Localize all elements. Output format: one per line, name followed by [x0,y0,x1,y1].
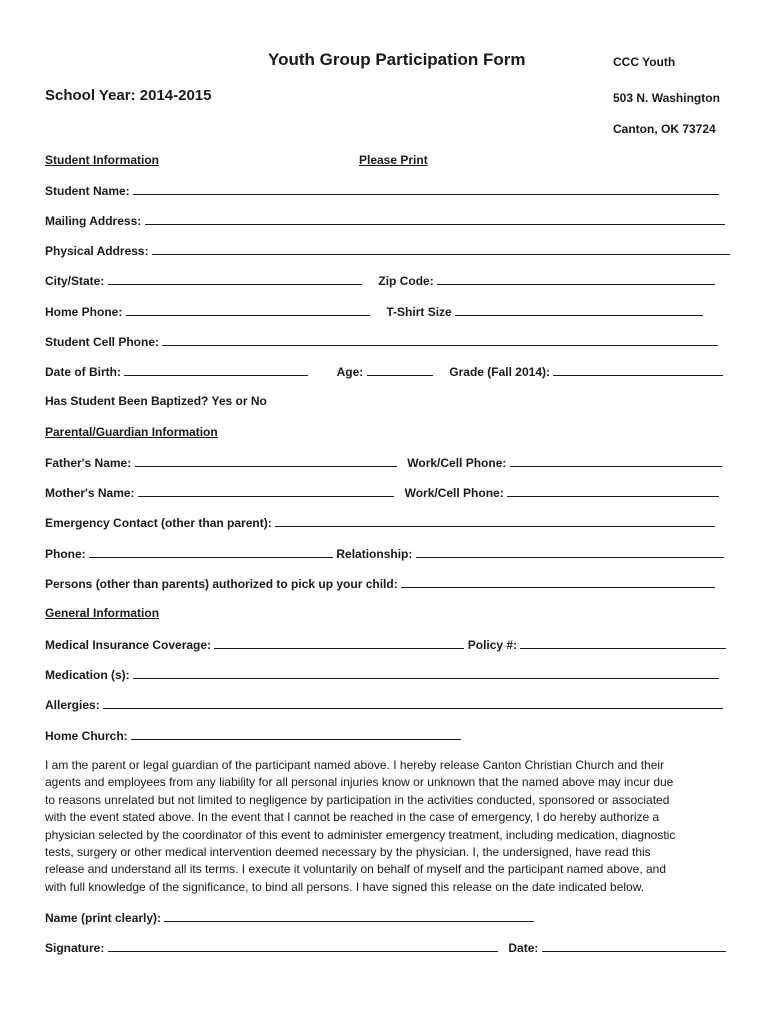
release-line: with the event stated above. In the event that I cannot be reached in the case of emergency, I do hereby authorize a [45,810,660,825]
zip-code-field[interactable] [437,273,715,285]
release-line: with full knowledge of the significance, to bind all persons. I have signed this release on the date indicated below. [45,879,645,894]
age-label: Age: [336,365,364,379]
medication-field[interactable] [133,667,719,679]
signature-row [45,940,726,955]
mother-name-field[interactable] [138,485,394,497]
phone-field[interactable] [89,546,333,558]
mother-phone-label: Work/Cell Phone: [404,486,504,500]
org-street: 503 N. Washington [613,91,720,105]
signature-field[interactable] [108,940,498,952]
allergies-field[interactable] [103,697,723,709]
phone-relationship-row [45,546,724,561]
mailing-address-field[interactable] [145,213,725,225]
city-state-field[interactable] [108,273,362,285]
release-line: release and understand all its terms. I execute it voluntarily on behalf of myself and the participant named above, and [45,862,667,877]
mother-phone-field[interactable] [507,485,719,497]
student-name-row [45,183,719,198]
city-state-label: City/State: [45,274,105,288]
pickup-field[interactable] [401,576,715,588]
father-name-label: Father's Name: [45,456,132,470]
home-phone-label: Home Phone: [45,305,123,319]
allergies-row [45,697,723,712]
physical-address-field[interactable] [152,243,730,255]
date-label: Date: [508,941,539,955]
medication-label: Medication (s): [45,668,130,682]
insurance-field[interactable] [214,637,464,649]
org-city: Canton, OK 73724 [613,122,716,136]
release-line: to reasons unrelated but not limited to negligence by participation in the activities conducted, sponsored or associated [45,792,670,807]
pickup-label: Persons (other than parents) authorized to pick up your child: [45,577,398,591]
cell-phone-row [45,334,718,349]
home-church-field[interactable] [131,728,461,740]
phone-label: Phone: [45,547,86,561]
dob-row [45,364,723,379]
release-line: tests, surgery or other medical intervention deemed necessary by the physician. I, the undersigned, have read this [45,845,651,860]
policy-field[interactable] [520,637,726,649]
release-line: physician selected by the coordinator of this event to administer emergency treatment, including medication, diagnostic [45,827,676,842]
zip-code-label: Zip Code: [378,274,434,288]
mother-name-label: Mother's Name: [45,486,135,500]
relationship-label: Relationship: [336,547,413,561]
physical-address-label: Physical Address: [45,244,149,258]
mailing-address-row [45,213,725,228]
emergency-contact-field[interactable] [275,515,715,527]
father-row [45,455,722,470]
release-paragraph [45,757,735,896]
mailing-address-label: Mailing Address: [45,214,142,228]
general-section-title: General Information [45,606,160,620]
allergies-label: Allergies: [45,698,100,712]
student-section-title: Student Information [45,153,159,167]
print-name-field[interactable] [164,910,534,922]
home-church-row [45,728,461,743]
relationship-field[interactable] [416,546,724,558]
insurance-row [45,637,726,652]
cell-phone-field[interactable] [162,334,718,346]
print-name-row [45,910,534,925]
print-name-label: Name (print clearly): [45,911,162,925]
home-phone-field[interactable] [126,304,370,316]
release-line: I am the parent or legal guardian of the participant named above. I hereby release Canton Christian Church and their [45,758,665,772]
age-field[interactable] [367,364,433,376]
father-phone-label: Work/Cell Phone: [407,456,507,470]
baptized-question: Has Student Been Baptized? Yes or No [45,394,267,408]
grade-label: Grade (Fall 2014): [449,365,550,379]
dob-field[interactable] [124,364,308,376]
home-church-label: Home Church: [45,729,128,743]
date-field[interactable] [542,940,726,952]
org-name: CCC Youth [613,55,676,69]
cell-phone-label: Student Cell Phone: [45,335,159,349]
emergency-row [45,515,715,530]
insurance-label: Medical Insurance Coverage: [45,638,212,652]
home-phone-row [45,304,703,319]
parent-section-title: Parental/Guardian Information [45,425,218,439]
physical-address-row [45,243,730,258]
release-line: agents and employees from any liability for all personal injuries know or unknown that the named above may incur due [45,775,674,790]
tshirt-size-label: T-Shirt Size [386,305,452,319]
medication-row [45,667,719,682]
pickup-row [45,576,715,591]
mother-row [45,485,719,500]
please-print-note: Please Print [359,153,428,167]
policy-label: Policy #: [467,638,518,652]
form-title: Youth Group Participation Form [268,50,526,69]
school-year: School Year: 2014-2015 [45,87,212,104]
grade-field[interactable] [553,364,723,376]
city-zip-row [45,273,715,288]
dob-label: Date of Birth: [45,365,121,379]
student-name-field[interactable] [133,183,719,195]
emergency-contact-label: Emergency Contact (other than parent): [45,516,272,530]
father-name-field[interactable] [135,455,397,467]
father-phone-field[interactable] [510,455,722,467]
tshirt-size-field[interactable] [455,304,703,316]
student-name-label: Student Name: [45,184,130,198]
signature-label: Signature: [45,941,105,955]
